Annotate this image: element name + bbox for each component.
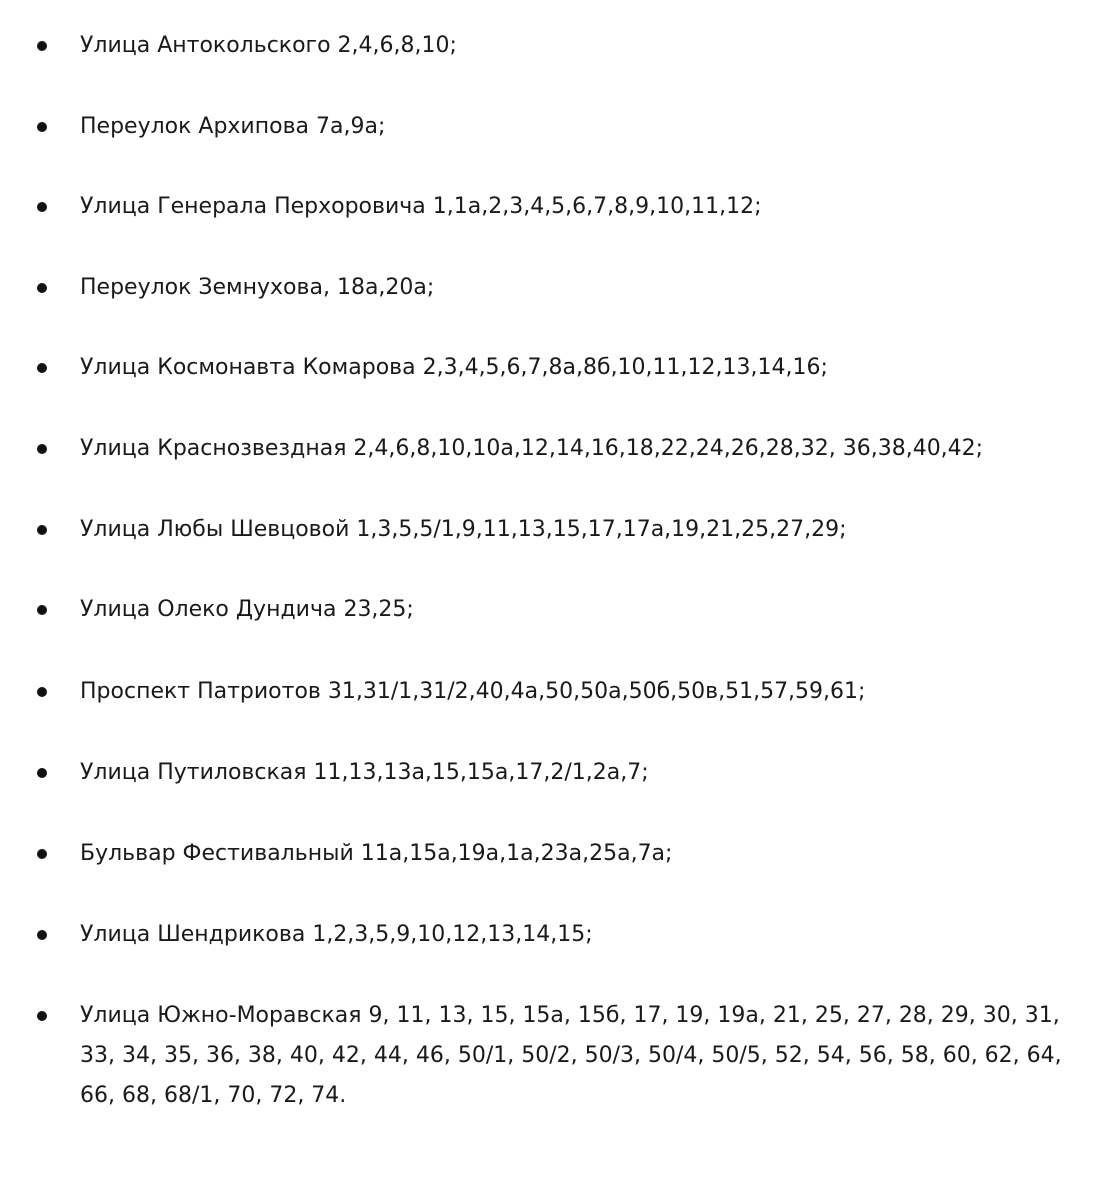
street-text: Улица Краснозвездная 2,4,6,8,10,10а,12,14,16,18,22,24,26,28,32, 36,38,40,42;: [80, 436, 984, 461]
bullet-icon: [37, 1011, 47, 1021]
bullet-icon: [37, 283, 47, 293]
street-text: Проспект Патриотов 31,31/1,31/2,40,4а,50,50а,50б,50в,51,57,59,61;: [80, 679, 866, 704]
bullet-icon: [37, 768, 47, 778]
bullet-icon: [37, 122, 47, 132]
street-text: Улица Любы Шевцовой 1,3,5,5/1,9,11,13,15,17,17а,19,21,25,27,29;: [80, 517, 847, 542]
bullet-icon: [37, 41, 47, 51]
street-text: Улица Генерала Перхоровича 1,1а,2,3,4,5,6,7,8,9,10,11,12;: [80, 194, 762, 219]
bullet-icon: [37, 849, 47, 859]
street-text: Улица Космонавта Комарова 2,3,4,5,6,7,8а,8б,10,11,12,13,14,16;: [80, 355, 828, 380]
bullet-icon: [37, 930, 47, 940]
street-text: Переулок Земнухова, 18а,20а;: [80, 275, 435, 300]
street-text: Улица Шендрикова 1,2,3,5,9,10,12,13,14,15;: [80, 922, 593, 947]
street-text: Переулок Архипова 7а,9а;: [80, 114, 386, 139]
bullet-icon: [37, 202, 47, 212]
bullet-icon: [37, 605, 47, 615]
bullet-icon: [37, 687, 47, 697]
bullet-icon: [37, 363, 47, 373]
street-text: Улица Путиловская 11,13,13а,15,15а,17,2/1,2а,7;: [80, 760, 649, 785]
bullet-icon: [37, 525, 47, 535]
street-text: Улица Олеко Дундича 23,25;: [80, 597, 414, 622]
street-text: Улица Южно-Моравская 9, 11, 13, 15, 15а, 15б, 17, 19, 19а, 21, 25, 27, 28, 29, 30, 31, 33, 34, 35, 36, 38, 40, 42, 44, 46, 50/1, 50/2, 50/3, 50/4, 50/5, 52, 54, 56, 58, 60, 62, 64, 66, 68, 68/1, 70, 72, 74.: [80, 1003, 1062, 1108]
street-text: Бульвар Фестивальный 11а,15а,19а,1а,23а,25а,7а;: [80, 841, 673, 866]
bullet-icon: [37, 444, 47, 454]
street-text: Улица Антокольского 2,4,6,8,10;: [80, 33, 457, 58]
